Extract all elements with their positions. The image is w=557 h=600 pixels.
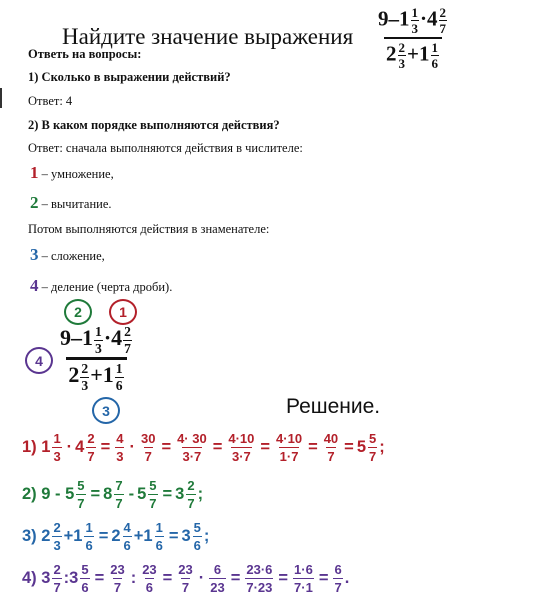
questions-heading: Ответь на вопросы: (28, 47, 142, 61)
question-2: 2) В каком порядке выполняются действия? (28, 118, 280, 132)
step-1: 1 – умножение, (30, 163, 114, 182)
step-3: 3 – сложение, (30, 245, 105, 264)
annotated-expression: 9–1 $\frac{1}{3}$ ·4 $\frac{2}{7}$ 2 $\frac{2}{3}$ +1 $\frac{1}{6}$ (60, 324, 131, 393)
step-circle-2: 2 (64, 299, 92, 325)
step-2: 2 – вычитание. (30, 193, 112, 212)
answer-1: Ответ: 4 (28, 94, 73, 108)
header-expression: 9–1 $\frac{1}{3}$ ·4 $\frac{2}{7}$ 2 $\frac{2}{3}$ +1 $\frac{1}{6}$ (378, 5, 447, 72)
solution-title: Решение. (286, 395, 381, 418)
step-4: 4 – деление (черта дроби). (30, 276, 173, 295)
answer-2: Ответ: сначала выполняются действия в числителе: (28, 141, 303, 155)
step-circle-4: 4 (25, 347, 53, 374)
solution-line-4: 4) 3 2 7 :3 $\frac{5}{6}$ = $\frac{23}{7}$ : $\frac{23}{6}$ = $\frac{23}{7}$ · $\frac{6}{23}$ = $\frac{23\cdot 6}{7\cdot 23}$ = $\frac{1\cdot 6}{7\cdot 1}$ = $\frac{6}{7}$ . (22, 562, 350, 595)
solution-line-1: 1) 1 1 3 · 4 $\frac{2}{7}$ = $\frac{4}{3}$ · $\frac{30}{7}$ = $\frac{4\cdot 30}{3\cdot 7}$ = $\frac{4\cdot 10}{3\cdot 7}$ = $\frac{4\cdot 10}{1\cdot 7}$ = $\frac{40}{7}$ = 5 $\frac{5}{7}$ ; (22, 431, 385, 464)
question-1: 1) Сколько в выражении действий? (28, 70, 231, 84)
left-border-mark (0, 88, 2, 108)
step-circle-3: 3 (92, 397, 120, 424)
then-text: Потом выполняются действия в знаменателе: (28, 222, 270, 236)
solution-line-3: 3) 2 2 3 +1 $\frac{1}{6}$ = 2 $\frac{4}{6}$ +1 $\frac{1}{6}$ = 3 $\frac{5}{6}$ ; (22, 520, 210, 553)
solution-line-2: 2) 9 - 5 $\frac{5}{7}$ = 8 $\frac{7}{7}$ - 5 $\frac{5}{7}$ = 3 $\frac{2}{7}$ ; (22, 478, 204, 511)
step-circle-1: 1 (109, 299, 137, 325)
page-title: Найдите значение выражения (62, 24, 354, 49)
